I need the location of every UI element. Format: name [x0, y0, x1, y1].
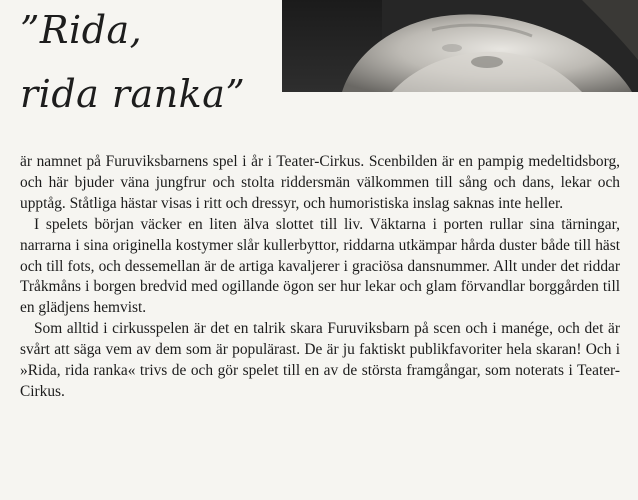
photo-image	[282, 0, 638, 92]
article-paragraph-1: är namnet på Furuviksbarnens spel i år i Teater-Cirkus. Scenbilden är en pampig medeltidsborg, och här bjuder väna jungfrur och stolta riddersmän välkommen till sång och dans, lekar och upptåg. Ståtliga hästar visas i ritt och dressyr, och humoristiska inslag saknas inte heller.	[20, 153, 620, 212]
header-photo	[282, 0, 638, 92]
article-body	[20, 152, 620, 403]
article-paragraph-3: Som alltid i cirkusspelen är det en talrik skara Furuviksbarn på scen och i manége, och det är svårt att säga vem av dem som är populärast. De är ju faktiskt publikfavoriter hela skaran! Och i »Rida, rida ranka« trivs de och gör spelet till en av de största framgångar, som noterats i Teater-Cirkus.	[20, 320, 620, 400]
article-paragraph-2: I spelets början väcker en liten älva slottet till liv. Väktarna i porten rullar sina tärningar, narrarna i sina originella kostymer slår kullerbyttor, riddarna utkämpar hårda duster både till häst och till fots, och dessemellan är de artiga kavaljerer i graciösa dansnummer. Allt under det riddar Tråkmåns i borgen bredvid med ogillande ögon ser hur lekar och glam förvandlar borggården till en glädjens hemvist.	[20, 215, 620, 317]
article-title-line-2: rida ranka”	[20, 72, 246, 116]
article-title-line-1: ”Rida,	[20, 8, 143, 52]
